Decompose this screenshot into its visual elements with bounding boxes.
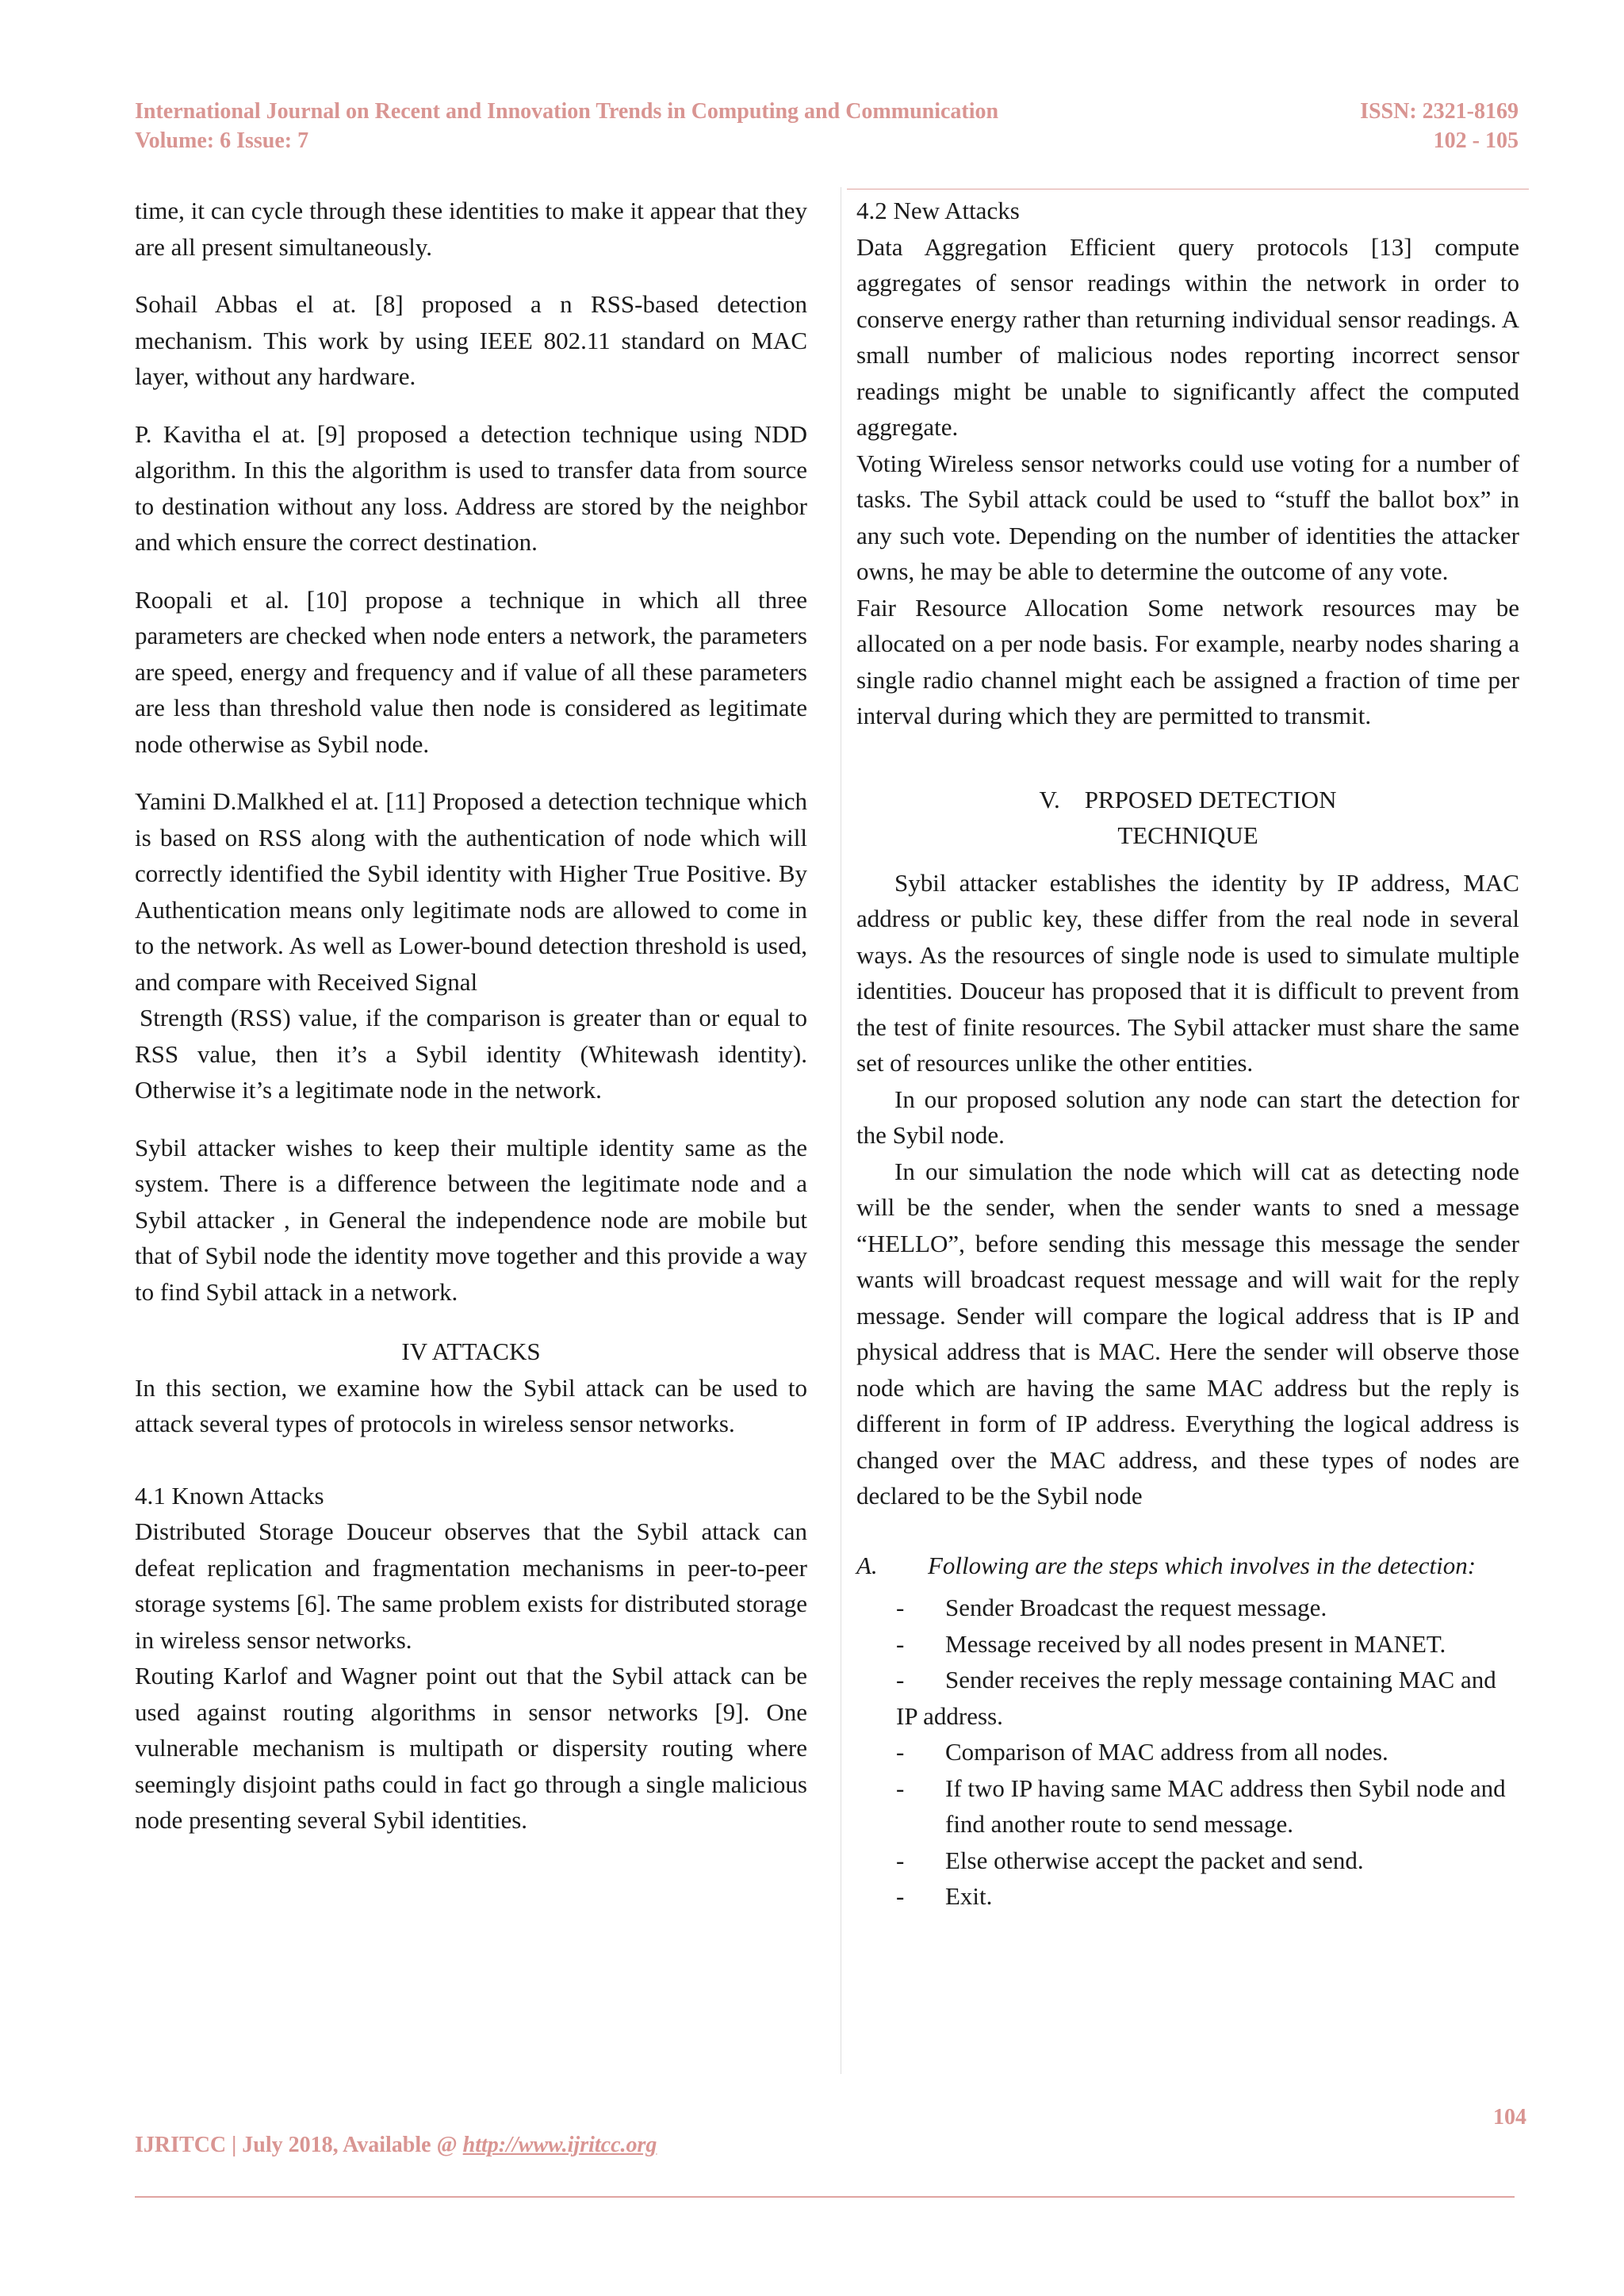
list-dash: -	[896, 1882, 905, 1910]
paragraph-simulation: In our simulation the node which will cat as detecting node will be the sender, when the sender wants to sned a message “HELLO”, before sending this message this message the sender wants will broadcast request message and will wait for the reply message. Sender will compare the logical address that is IP and physical address that is MAC. Here the sender will observe those node which are having the same MAC address but the reply is different in form of IP address. Everything the logical address is changed over the MAC address, and these types of nodes are declared to be the Sybil node	[856, 1157, 1519, 1510]
section-heading-line-1: V. PRPOSED DETECTION	[1039, 785, 1337, 813]
paragraph-sybil-identity: Sybil attacker establishes the identity by IP address, MAC address or public key, these differ from the real node in several ways. As the resources of single node is used to simulate multiple identities. Douceur has proposed that it is difficult to prevent from the test of finite resources. The Sybil attacker must share the same set of resources unlike the other entities.	[856, 868, 1519, 1077]
paragraph-kavitha: P. Kavitha el at. [9] proposed a detection technique using NDD algorithm. In this the algorithm is used to transfer data from source to destination without any loss. Address are stored by the neighbor and which ensure the correct destination.	[135, 419, 807, 556]
detection-steps-list	[856, 1590, 1519, 1915]
page-number: 104	[1493, 2105, 1526, 2130]
subsection-new-attacks: 4.2 New Attacks	[856, 197, 1020, 224]
list-item: - Comparison of MAC address from all nodes.	[856, 1734, 1519, 1770]
footer-rule	[135, 2196, 1515, 2198]
paragraph-yamini-continued: Strength (RSS) value, if the comparison is greater than or equal to RSS value, then it’s a Sybil identity (Whitewash identity). Otherwise it’s a legitimate node in the network.	[135, 1004, 807, 1104]
running-header	[135, 97, 1519, 155]
paragraph-data-aggregation: Data Aggregation Efficient query protocols [13] compute aggregates of sensor readings within the network in order to conserve energy rather than returning individual sensor readings. A small number of malicious nodes reporting incorrect sensor readings might be unable to significantly affect the computed aggregate.	[856, 232, 1519, 441]
paragraph-proposed-solution: In our proposed solution any node can start the detection for the Sybil node.	[856, 1085, 1519, 1149]
paragraph-voting: Voting Wireless sensor networks could use voting for a number of tasks. The Sybil attack could be used to “stuff the ballot box” in any such vote. Depending on the number of identities the attacker owns, he may be able to determine the outcome of any vote.	[856, 449, 1519, 585]
steps-heading	[856, 1548, 1519, 1584]
section-heading-attacks: IV ATTACKS	[401, 1337, 541, 1365]
steps-label: A.	[856, 1551, 878, 1579]
volume-issue: Volume: 6 Issue: 7	[135, 128, 309, 153]
footer-text: IJRITCC | July 2018, Available @	[135, 2133, 463, 2157]
paragraph-fair-resource: Fair Resource Allocation Some network resources may be allocated on a per node basis. For example, nearby nodes sharing a single radio channel might each be assigned a fraction of time per interval during which they are permitted to transmit.	[856, 593, 1519, 729]
page-range: 102 - 105	[1433, 128, 1519, 153]
list-dash: -	[896, 1594, 905, 1621]
running-footer	[135, 2133, 657, 2158]
list-item: - Else otherwise accept the packet and send.	[856, 1843, 1519, 1879]
paragraph-sybil-attacker: Sybil attacker wishes to keep their multiple identity same as the system. There is a difference between the legitimate node and a Sybil attacker , in General the independence node are mobile but that of Sybil node the identity move together and this provide a way to find Sybil attack in a network.	[135, 1133, 807, 1306]
paragraph-distributed-storage: Distributed Storage Douceur observes that the Sybil attack can defeat replication and fragmentation mechanisms in peer-to-peer storage systems [6]. The same problem exists for distributed storage in wireless sensor networks.	[135, 1517, 807, 1654]
list-dash: -	[896, 1846, 905, 1874]
steps-heading-text: Following are the steps which involves in the detection:	[928, 1551, 1477, 1579]
paragraph-sohail-abbas: Sohail Abbas el at. [8] proposed a n RSS-based detection mechanism. This work by using IEEE 802.11 standard on MAC layer, without any hardware.	[135, 290, 807, 390]
footer-link[interactable]: http://www.ijritcc.org	[462, 2133, 657, 2157]
list-item: - Sender Broadcast the request message.	[856, 1590, 1519, 1626]
paragraph-yamini: Yamini D.Malkhed el at. [11] Proposed a detection technique which is based on RSS along with the authentication of node which will correctly identified the Sybil identity with Higher True Positive. By Authentication means only legitimate nods are allowed to come in to the network. As well as Lower-bound detection threshold is used, and compare with Received Signal	[135, 787, 807, 996]
journal-title: International Journal on Recent and Innovation Trends in Computing and Communication	[135, 99, 999, 124]
issn: ISSN: 2321-8169	[1360, 99, 1519, 124]
subsection-known-attacks: 4.1 Known Attacks	[135, 1481, 324, 1510]
right-column	[856, 193, 1519, 1915]
list-item: - Sender receives the reply message containing MAC and IP address.	[856, 1662, 1519, 1734]
list-item: - If two IP having same MAC address then Sybil node and find another route to send message.	[856, 1770, 1519, 1843]
list-dash: -	[896, 1738, 905, 1766]
list-dash: -	[896, 1629, 905, 1658]
list-dash: -	[896, 1774, 905, 1802]
paragraph-continuation: time, it can cycle through these identities to make it appear that they are all present simultaneously.	[135, 197, 807, 261]
paragraph-roopali: Roopali et al. [10] propose a technique in which all three parameters are checked when node enters a network, the parameters are speed, energy and frequency and if value of all these parameters are less than threshold value then node is considered as legitimate node otherwise as Sybil node.	[135, 585, 807, 758]
list-dash: -	[896, 1666, 905, 1693]
section-heading-detection	[856, 782, 1519, 854]
section-heading-line-2: TECHNIQUE	[1117, 821, 1258, 849]
left-column	[135, 193, 807, 1839]
paragraph-attacks-intro: In this section, we examine how the Sybil attack can be used to attack several types of protocols in wireless sensor networks.	[135, 1373, 807, 1437]
list-item: - Exit.	[856, 1878, 1519, 1915]
paragraph-routing: Routing Karlof and Wagner point out that the Sybil attack can be used against routing algorithms in sensor networks [9]. One vulnerable mechanism is multipath or dispersity routing where seemingly disjoint paths could in fact go through a single malicious node presenting several Sybil identities.	[135, 1662, 807, 1834]
list-item: - Message received by all nodes present in MANET.	[856, 1626, 1519, 1663]
